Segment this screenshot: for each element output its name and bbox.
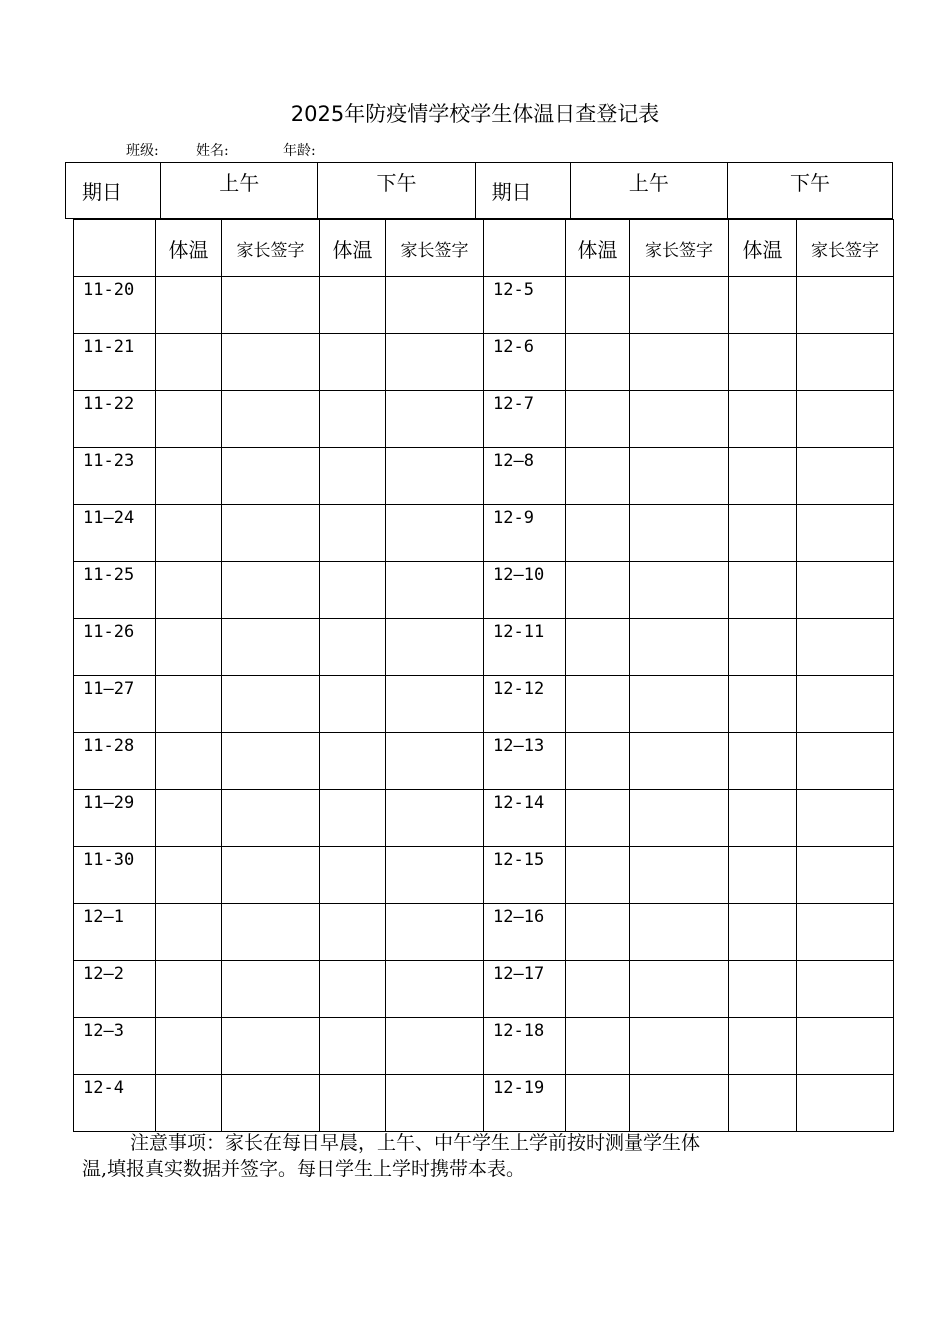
afternoon-sign-cell[interactable]: [797, 277, 894, 334]
afternoon-temp-cell[interactable]: [729, 334, 797, 391]
date-cell: 12-14: [484, 790, 566, 847]
afternoon-sign-cell[interactable]: [797, 562, 894, 619]
morning-temp-cell[interactable]: [566, 505, 630, 562]
table-row: [74, 448, 894, 505]
morning-sign-cell[interactable]: [222, 562, 320, 619]
date-cell: 11-30: [74, 847, 156, 904]
name-label: 姓名:: [196, 143, 229, 159]
date-cell: 11—24: [74, 505, 156, 562]
morning-sign-cell[interactable]: [222, 961, 320, 1018]
afternoon-temp-cell[interactable]: [729, 1075, 797, 1132]
morning-sign-cell[interactable]: [630, 562, 729, 619]
date-cell: 12—16: [484, 904, 566, 961]
date-cell: 12-6: [484, 334, 566, 391]
date-cell: 12-18: [484, 1018, 566, 1075]
afternoon-temp-cell[interactable]: [320, 961, 386, 1018]
table-row: [74, 277, 894, 334]
morning-sign-cell[interactable]: [222, 733, 320, 790]
morning-temp-cell[interactable]: [566, 904, 630, 961]
table-row: [74, 1075, 894, 1132]
date-cell: 12—13: [484, 733, 566, 790]
afternoon-temp-cell[interactable]: [320, 562, 386, 619]
morning-temp-cell[interactable]: [156, 277, 222, 334]
morning-sign-cell[interactable]: [222, 847, 320, 904]
morning-temp-cell[interactable]: [566, 961, 630, 1018]
afternoon-sign-cell[interactable]: [797, 904, 894, 961]
class-label: 班级:: [126, 143, 159, 159]
date-cell: 12—2: [74, 961, 156, 1018]
afternoon-temp-cell[interactable]: [320, 904, 386, 961]
afternoon-temp-header: 体温: [320, 220, 386, 277]
date-cell: 12-7: [484, 391, 566, 448]
notice-line-1: 注意事项：家长在每日早晨，上午、中午学生上学前按时测量学生体: [130, 1132, 701, 1154]
table-row: [74, 505, 894, 562]
afternoon-temp-cell[interactable]: [729, 676, 797, 733]
afternoon-temp-cell[interactable]: [320, 676, 386, 733]
morning-sign-cell[interactable]: [630, 334, 729, 391]
morning-temp-cell[interactable]: [566, 847, 630, 904]
date-cell: 12—3: [74, 1018, 156, 1075]
afternoon-sign-cell[interactable]: [386, 619, 484, 676]
date-cell: 12—17: [484, 961, 566, 1018]
morning-sign-cell[interactable]: [222, 391, 320, 448]
morning-sign-cell[interactable]: [222, 277, 320, 334]
afternoon-sign-cell[interactable]: [797, 676, 894, 733]
afternoon-sign-cell[interactable]: [797, 1018, 894, 1075]
afternoon-sign-cell[interactable]: [386, 847, 484, 904]
morning-sign-cell[interactable]: [630, 733, 729, 790]
afternoon-sign-cell[interactable]: [797, 733, 894, 790]
morning-temp-cell[interactable]: [156, 619, 222, 676]
morning-temp-cell[interactable]: [156, 448, 222, 505]
morning-sign-header: 家长签字: [630, 220, 729, 277]
afternoon-sign-cell[interactable]: [386, 676, 484, 733]
afternoon-temp-cell[interactable]: [320, 505, 386, 562]
morning-sign-cell[interactable]: [630, 1075, 729, 1132]
morning-temp-cell[interactable]: [156, 961, 222, 1018]
afternoon-temp-cell[interactable]: [729, 277, 797, 334]
morning-temp-cell[interactable]: [566, 790, 630, 847]
afternoon-temp-cell[interactable]: [729, 562, 797, 619]
morning-sign-cell[interactable]: [222, 1075, 320, 1132]
morning-sign-cell[interactable]: [222, 505, 320, 562]
afternoon-sign-cell[interactable]: [797, 961, 894, 1018]
morning-sign-cell[interactable]: [630, 448, 729, 505]
afternoon-header-left: 下午: [318, 163, 475, 219]
afternoon-temp-cell[interactable]: [729, 1018, 797, 1075]
morning-sign-cell[interactable]: [222, 904, 320, 961]
afternoon-sign-cell[interactable]: [386, 562, 484, 619]
afternoon-sign-cell[interactable]: [797, 391, 894, 448]
table-row: [74, 904, 894, 961]
afternoon-temp-cell[interactable]: [320, 733, 386, 790]
morning-sign-cell[interactable]: [222, 1018, 320, 1075]
morning-temp-cell[interactable]: [156, 1075, 222, 1132]
notice-text: [82, 1130, 842, 1182]
date-cell: 12-4: [74, 1075, 156, 1132]
morning-temp-cell[interactable]: [156, 334, 222, 391]
morning-temp-cell[interactable]: [566, 391, 630, 448]
date-cell: 12—8: [484, 448, 566, 505]
table-row: [74, 676, 894, 733]
morning-temp-cell[interactable]: [156, 505, 222, 562]
morning-temp-cell[interactable]: [156, 1018, 222, 1075]
afternoon-temp-cell[interactable]: [729, 847, 797, 904]
afternoon-temp-cell[interactable]: [320, 334, 386, 391]
afternoon-temp-cell[interactable]: [729, 391, 797, 448]
date-column-header: [74, 220, 156, 277]
date-header-left: 期日: [66, 163, 161, 219]
morning-sign-header: 家长签字: [222, 220, 320, 277]
afternoon-sign-header: 家长签字: [386, 220, 484, 277]
morning-temp-cell[interactable]: [566, 334, 630, 391]
afternoon-temp-cell[interactable]: [320, 448, 386, 505]
morning-header-right: 上午: [570, 163, 727, 219]
afternoon-sign-cell[interactable]: [797, 334, 894, 391]
morning-temp-cell[interactable]: [156, 733, 222, 790]
morning-temp-cell[interactable]: [156, 676, 222, 733]
table-row: [74, 733, 894, 790]
afternoon-temp-cell[interactable]: [320, 847, 386, 904]
morning-temp-cell[interactable]: [566, 448, 630, 505]
date-cell: 12-5: [484, 277, 566, 334]
date-cell: 11-20: [74, 277, 156, 334]
morning-header-left: 上午: [161, 163, 318, 219]
afternoon-sign-cell[interactable]: [386, 1018, 484, 1075]
afternoon-sign-cell[interactable]: [797, 505, 894, 562]
table-row: [74, 847, 894, 904]
afternoon-sign-cell[interactable]: [797, 790, 894, 847]
afternoon-sign-cell[interactable]: [386, 505, 484, 562]
date-cell: 12-15: [484, 847, 566, 904]
afternoon-temp-cell[interactable]: [729, 790, 797, 847]
morning-sign-cell[interactable]: [630, 277, 729, 334]
morning-temp-cell[interactable]: [156, 904, 222, 961]
morning-sign-cell[interactable]: [630, 391, 729, 448]
afternoon-temp-cell[interactable]: [729, 961, 797, 1018]
afternoon-temp-cell[interactable]: [320, 1018, 386, 1075]
morning-temp-cell[interactable]: [156, 562, 222, 619]
afternoon-temp-header: 体温: [729, 220, 797, 277]
afternoon-sign-cell[interactable]: [386, 790, 484, 847]
afternoon-sign-cell[interactable]: [386, 334, 484, 391]
morning-temp-cell[interactable]: [156, 790, 222, 847]
afternoon-temp-cell[interactable]: [729, 904, 797, 961]
date-cell: 12-12: [484, 676, 566, 733]
date-header-right: 期日: [475, 163, 570, 219]
morning-temp-cell[interactable]: [566, 619, 630, 676]
age-label: 年龄:: [283, 143, 316, 159]
afternoon-temp-cell[interactable]: [320, 277, 386, 334]
afternoon-header-right: 下午: [728, 163, 893, 219]
table-row: [74, 334, 894, 391]
afternoon-sign-cell[interactable]: [797, 619, 894, 676]
morning-temp-cell[interactable]: [566, 676, 630, 733]
afternoon-sign-header: 家长签字: [797, 220, 894, 277]
morning-temp-header: 体温: [156, 220, 222, 277]
table-row: [74, 391, 894, 448]
morning-sign-cell[interactable]: [222, 676, 320, 733]
date-cell: 11-26: [74, 619, 156, 676]
afternoon-temp-cell[interactable]: [729, 733, 797, 790]
morning-temp-cell[interactable]: [566, 277, 630, 334]
date-cell: 12-11: [484, 619, 566, 676]
table-row: [74, 790, 894, 847]
morning-temp-header: 体温: [566, 220, 630, 277]
date-cell: 12—1: [74, 904, 156, 961]
morning-sign-cell[interactable]: [630, 961, 729, 1018]
afternoon-sign-cell[interactable]: [386, 961, 484, 1018]
date-cell: 11-23: [74, 448, 156, 505]
table-row: [74, 619, 894, 676]
morning-sign-cell[interactable]: [630, 619, 729, 676]
morning-sign-cell[interactable]: [630, 1018, 729, 1075]
morning-sign-cell[interactable]: [630, 904, 729, 961]
table-row: [74, 562, 894, 619]
temperature-log-table: [73, 219, 894, 1132]
table-row: [74, 1018, 894, 1075]
afternoon-sign-cell[interactable]: [386, 448, 484, 505]
morning-temp-cell[interactable]: [566, 733, 630, 790]
afternoon-temp-cell[interactable]: [729, 448, 797, 505]
afternoon-temp-cell[interactable]: [729, 505, 797, 562]
date-cell: 11—27: [74, 676, 156, 733]
date-cell: 11-22: [74, 391, 156, 448]
date-cell: 12—10: [484, 562, 566, 619]
afternoon-temp-cell[interactable]: [320, 391, 386, 448]
morning-temp-cell[interactable]: [566, 1018, 630, 1075]
date-cell: 11-25: [74, 562, 156, 619]
column-header-row: [74, 220, 894, 277]
date-cell: 12-19: [484, 1075, 566, 1132]
afternoon-sign-cell[interactable]: [797, 847, 894, 904]
morning-sign-cell[interactable]: [222, 790, 320, 847]
morning-temp-cell[interactable]: [566, 1075, 630, 1132]
date-cell: 11—29: [74, 790, 156, 847]
table-row: [74, 961, 894, 1018]
afternoon-temp-cell[interactable]: [320, 619, 386, 676]
morning-sign-cell[interactable]: [630, 790, 729, 847]
page-title: 2025年防疫情学校学生体温日查登记表: [290, 102, 660, 126]
afternoon-sign-cell[interactable]: [386, 277, 484, 334]
date-cell: 12-9: [484, 505, 566, 562]
morning-sign-cell[interactable]: [222, 334, 320, 391]
afternoon-temp-cell[interactable]: [320, 790, 386, 847]
date-cell: 11-28: [74, 733, 156, 790]
afternoon-sign-cell[interactable]: [386, 733, 484, 790]
afternoon-sign-cell[interactable]: [797, 1075, 894, 1132]
morning-temp-cell[interactable]: [566, 562, 630, 619]
afternoon-sign-cell[interactable]: [386, 1075, 484, 1132]
date-column-header: [484, 220, 566, 277]
notice-line-2: 温,填报真实数据并签字。每日学生上学时携带本表。: [82, 1158, 526, 1180]
afternoon-temp-cell[interactable]: [320, 1075, 386, 1132]
morning-sign-cell[interactable]: [222, 448, 320, 505]
morning-sign-cell[interactable]: [630, 676, 729, 733]
morning-sign-cell[interactable]: [630, 505, 729, 562]
afternoon-sign-cell[interactable]: [797, 448, 894, 505]
afternoon-sign-cell[interactable]: [386, 904, 484, 961]
afternoon-temp-cell[interactable]: [729, 619, 797, 676]
afternoon-sign-cell[interactable]: [386, 391, 484, 448]
morning-sign-cell[interactable]: [630, 847, 729, 904]
date-cell: 11-21: [74, 334, 156, 391]
morning-temp-cell[interactable]: [156, 391, 222, 448]
period-header-table: [65, 162, 893, 219]
morning-temp-cell[interactable]: [156, 847, 222, 904]
morning-sign-cell[interactable]: [222, 619, 320, 676]
